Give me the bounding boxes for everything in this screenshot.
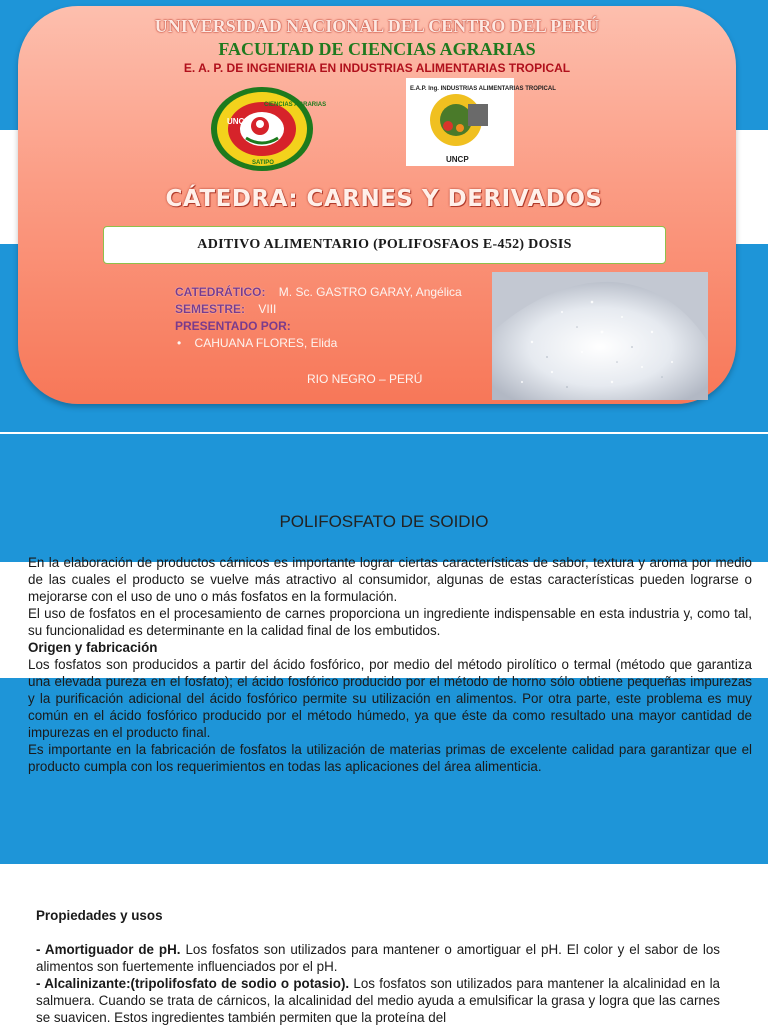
slide-body xyxy=(28,554,752,775)
paragraph: El uso de fosfatos en el procesamiento de carnes proporciona un ingrediente indispensable en esta industria y, como tal, su funcionalidad es determinante en la calidad final de los embutidos. xyxy=(28,606,752,638)
teacher-label: CATEDRÁTICO: xyxy=(175,285,266,299)
logo-left-bottom-text: SATIPO xyxy=(252,160,274,166)
location: RIO NEGRO – PERÚ xyxy=(307,372,423,386)
logo-right-arc-text: E.A.P. Ing. INDUSTRIAS ALIMENTARIAS TROPICAL xyxy=(410,86,556,92)
propiedades-slide xyxy=(0,866,768,1024)
slide-body xyxy=(36,907,720,1026)
property-text: Los fosfatos son utilizados para mantener o amortiguar el pH. El color y el sabor de los alimentos son fuertemente influenciados por el pH. xyxy=(36,942,720,974)
student-name: CAHUANA FLORES, Elida xyxy=(194,336,338,350)
school-name: E. A. P. DE INGENIERIA EN INDUSTRIAS ALIMENTARIAS TROPICAL xyxy=(183,61,571,75)
top-blue-band xyxy=(0,434,768,562)
property-title: - Amortiguador de pH. xyxy=(36,942,181,957)
paragraph: Los fosfatos son producidos a partir del ácido fosfórico, por medio del método pirolítico o termal (método que garantiza una elevada pureza en el fosfato); el ácido fosfórico producido por el método de horno sólo obtiene pequeñas impurezas y la purificación adicional del ácido fosfórico permite su utilización en alimentos. Por otra parte, este problema es muy común en el ácido fosfórico producido por el método húmedo, ya que éste da como resultado una mayor cantidad de impurezas en el producto final. xyxy=(28,657,752,740)
student-line xyxy=(175,335,462,352)
presenter-info xyxy=(175,284,462,352)
eap-industrias-logo xyxy=(406,78,556,166)
logo-left-top-text: UNCP xyxy=(227,117,250,126)
student-bullet: • xyxy=(177,336,182,350)
semester-value: VIII xyxy=(258,302,277,316)
subtitle-origen: Origen y fabricación xyxy=(28,640,158,655)
logo-left-arc-text: CIENCIAS AGRARIAS xyxy=(264,102,327,108)
paragraph: Es importante en la fabricación de fosfatos la utilización de materias primas de excelente calidad para garantizar que el producto cumpla con los requerimientos en todas las aplicaciones del área alimenticia. xyxy=(28,742,752,774)
property-title: - Alcalinizante:(tripolifosfato de sodio o potasio). xyxy=(36,976,350,991)
faculty-name: FACULTAD DE CIENCIAS AGRARIAS xyxy=(218,39,536,59)
topic-box xyxy=(103,226,666,264)
university-name: UNIVERSIDAD NACIONAL DEL CENTRO DEL PERÚ xyxy=(154,16,600,36)
presented-label: PRESENTADO POR: xyxy=(175,319,291,333)
topic-text: ADITIVO ALIMENTARIO (POLIFOSFAOS E-452) DOSIS xyxy=(197,237,572,252)
slide-title: POLIFOSFATO DE SOIDIO xyxy=(279,512,489,531)
logo-right-bottom-text: UNCP xyxy=(446,155,469,164)
property-item xyxy=(36,941,720,975)
semester-line xyxy=(175,301,462,318)
course-title: CÁTEDRA: CARNES Y DERIVADOS xyxy=(165,186,603,212)
teacher-line xyxy=(175,284,462,301)
property-text: Los fosfatos son utilizados para mantener la alcalinidad en la salmuera. Cuando se trata de cárnicos, la alcalinidad del medio ayuda a emulsificar la grasa y logra que las carnes se suavicen. Estos ingredientes también permiten que la proteína del xyxy=(36,976,720,1025)
polifosfato-slide xyxy=(0,434,768,864)
paragraph: En la elaboración de productos cárnicos es importante lograr ciertas características de sabor, textura y aroma por medio de las cuales el producto se vuelve más atractivo al consumidor, algunas de estas características pueden lograrse o mejorarse con el uso de uno o más fosfatos en la formulación. xyxy=(28,555,752,604)
title-slide xyxy=(0,0,768,432)
presented-line xyxy=(175,318,462,335)
phosphate-powder-photo xyxy=(492,272,708,400)
semester-label: SEMESTRE: xyxy=(175,302,246,316)
teacher-value: M. Sc. GASTRO GARAY, Angélica xyxy=(278,285,462,299)
section-heading: Propiedades y usos xyxy=(36,908,163,923)
uncp-agrarias-logo xyxy=(210,86,327,172)
property-item xyxy=(36,975,720,1026)
